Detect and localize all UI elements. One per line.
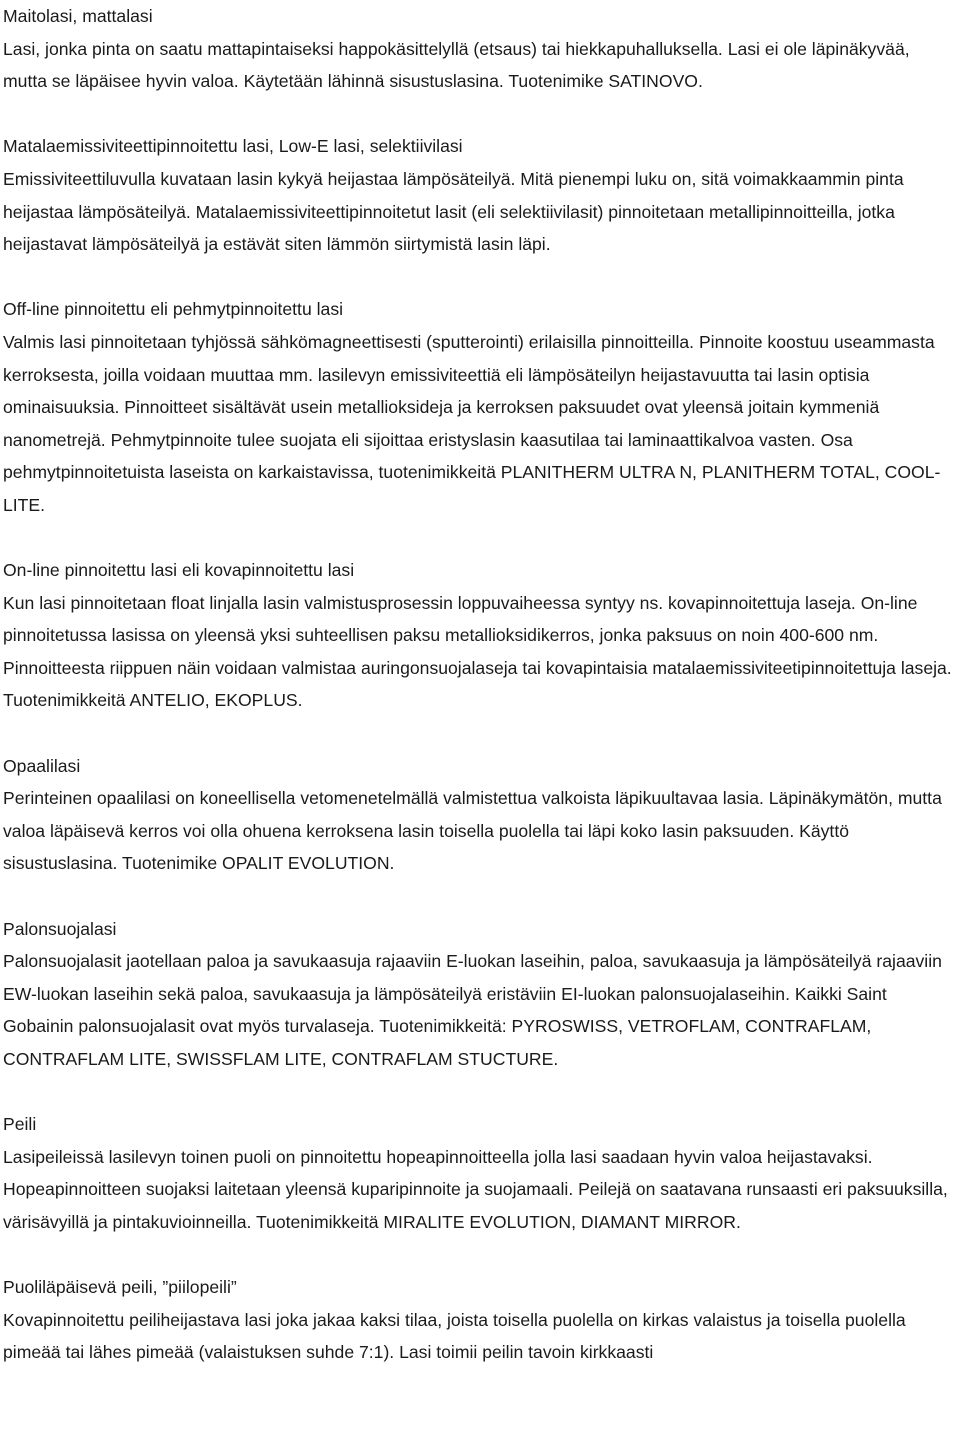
section-off-line-lasi	[3, 293, 958, 521]
section-text: Kovapinnoitettu peiliheijastava lasi joka jakaa kaksi tilaa, joista toisella puolella on kirkas valaistus ja toisella puolella pimeää tai lähes pimeää (valaistuksen suhde 7:1). Lasi toimii peilin tavoin kirkkaasti	[3, 1309, 906, 1363]
document-page	[3, 0, 958, 1369]
section-heading: Palonsuojalasi	[3, 918, 117, 939]
paragraph-gap	[3, 1239, 958, 1272]
section-heading: On-line pinnoitettu lasi eli kovapinnoitettu lasi	[3, 560, 355, 581]
section-heading: Matalaemissiviteettipinnoitettu lasi, Low-E lasi, selektiivilasi	[3, 136, 463, 157]
section-text: Valmis lasi pinnoitetaan tyhjössä sähkömagneettisesti (sputterointi) erilaisilla pinnoitteilla. Pinnoite koostuu useammasta kerroksesta, joilla voidaan muuttaa mm. lasilevyn emissiviteettiä eli lämpösäteilyn heijastavuutta tai lasin optisia ominaisuuksia. Pinnoitteet sisältävät usein metallioksideja ja kerroksen paksuudet ovat yleensä joitain kymmeniä nanometrejä. Pehmytpinnoite tulee suojata eli sijoittaa eristyslasin kaasutilaa tai laminaattikalvoa vasten. Osa pehmytpinnoitetuista laseista on karkaistavissa, tuotenimikkeitä PLANITHERM ULTRA N, PLANITHERM TOTAL, COOL-LITE.	[3, 331, 941, 515]
section-maitolasi	[3, 0, 958, 98]
section-text: Kun lasi pinnoitetaan float linjalla lasin valmistusprosessin loppuvaiheessa syntyy ns. kovapinnoitettuja laseja. On-line pinnoitetussa lasissa on yleensä yksi suhteellisen paksu metallioksidikerros, jonka paksuus on noin 400-600 nm. Pinnoitteesta riippuen näin voidaan valmistaa auringonsuojalaseja tai kovapintaisia matalaemissiviteetipinnoitettuja laseja. Tuotenimikkeitä ANTELIO, EKOPLUS.	[3, 592, 952, 711]
section-heading: Puoliläpäisevä peili, ”piilopeili”	[3, 1277, 237, 1298]
section-text: Palonsuojalasit jaotellaan paloa ja savukaasuja rajaaviin E-luokan laseihin, paloa, savukaasuja ja lämpösäteilyä rajaaviin EW-luokan laseihin sekä paloa, savukaasuja ja lämpösäteilyä eristäviin EI-luokan palonsuojalaseihin. Kaikki Saint Gobainin palonsuojalasit ovat myös turvalaseja. Tuotenimikkeitä: PYROSWISS, VETROFLAM, CONTRAFLAM, CONTRAFLAM LITE, SWISSFLAM LITE, CONTRAFLAM STUCTURE.	[3, 951, 942, 1069]
section-heading: Maitolasi, mattalasi	[3, 6, 153, 26]
section-piilopeili	[3, 1271, 958, 1369]
section-low-e-lasi	[3, 130, 958, 260]
section-heading: Opaalilasi	[3, 755, 81, 776]
paragraph-gap	[3, 98, 958, 131]
section-palonsuojalasi	[3, 913, 958, 1076]
section-text: Emissiviteettiluvulla kuvataan lasin kykyä heijastaa lämpösäteilyä. Mitä pienempi luku on, sitä voimakkaammin pinta heijastaa lämpösäteilyä. Matalaemissiviteettipinnoitetut lasit (eli selektiivilasit) pinnoitetaan metallipinnoitteilla, jotka heijastavat lämpösäteilyä ja estävät siten lämmön siirtymistä lasin läpi.	[3, 168, 904, 255]
paragraph-gap	[3, 261, 958, 294]
section-opaalilasi	[3, 750, 958, 880]
section-text: Lasi, jonka pinta on saatu mattapintaiseksi happokäsittelyllä (etsaus) tai hiekkapuhalluksella. Lasi ei ole läpinäkyvää, mutta se läpäisee hyvin valoa. Käytetään lähinnä sisustuslasina. Tuotenimike SATINOVO.	[3, 38, 910, 92]
section-on-line-lasi	[3, 554, 958, 717]
paragraph-gap	[3, 717, 958, 750]
paragraph-gap	[3, 522, 958, 555]
section-heading: Peili	[3, 1114, 37, 1135]
section-peili	[3, 1108, 958, 1238]
paragraph-gap	[3, 1076, 958, 1109]
section-text: Lasipeileissä lasilevyn toinen puoli on pinnoitettu hopeapinnoitteella jolla lasi saadaan hyvin valoa heijastavaksi. Hopeapinnoitteen suojaksi laitetaan yleensä kuparipinnoite ja suojamaali. Peilejä on saatavana runsaasti eri paksuuksilla, värisävyillä ja pintakuvioinneilla. Tuotenimikkeitä MIRALITE EVOLUTION, DIAMANT MIRROR.	[3, 1146, 948, 1232]
section-heading: Off-line pinnoitettu eli pehmytpinnoitettu lasi	[3, 299, 344, 320]
section-text: Perinteinen opaalilasi on koneellisella vetomenetelmällä valmistettua valkoista läpikuultavaa lasia. Läpinäkymätön, mutta valoa läpäisevä kerros voi olla ohuena kerroksena lasin toisella puolella tai läpi koko lasin paksuuden. Käyttö sisustuslasina. Tuotenimike OPALIT EVOLUTION.	[3, 788, 942, 874]
paragraph-gap	[3, 880, 958, 913]
